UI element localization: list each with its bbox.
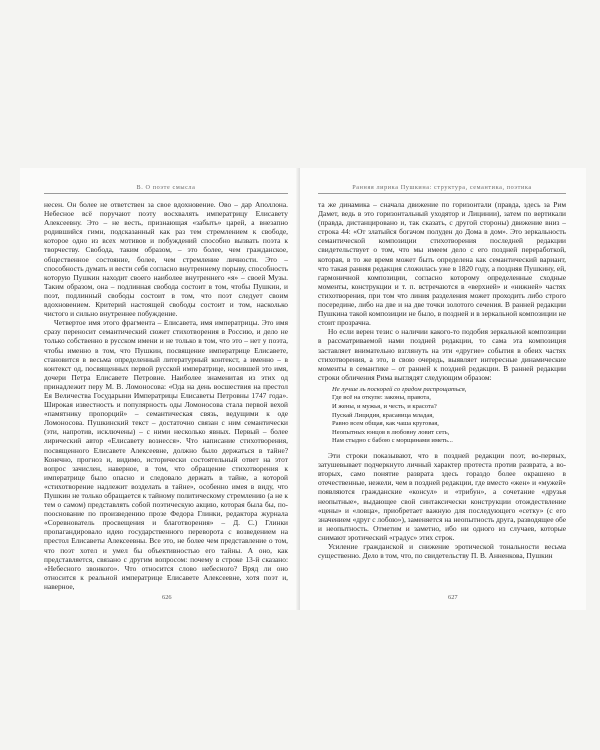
right-paragraph-4: Усиление гражданской и снижение эротической тональности весьма существенно. Дело в том, что, по свидетельству П. В. Анненкова, Пушкин bbox=[318, 541, 566, 561]
left-page bbox=[20, 168, 302, 610]
left-paragraph-2: Четвертое имя этого фрагмента – Елисавета, имя императрицы. Это имя сразу переносит семантический сюжет стихотворения в Россию, и дело не только собственно в русском имени и не только в том, что это – нет у поэта, чтобы именно в том, что Пушкин, посвящение императрице Елисавете, становится в весьма определенный литературный контекст, а именно – в контекст од, посвященных первой русской императрице, носившей это имя, дочери Петра Елисавете Петровне. Наиболее знаменитая из этих од принадлежит перу М. В. Ломоносова: «Ода на день восшествия на престол Ея Величества Государыни Императрицы Елисаветы Петровны 1747 года». Широкая известность и популярность оды Ломоносова стала первой вехой «памятнику пропорций» – семантическая связь, ведущими к оде Ломоносова. Пушкинский текст – достаточно связан с ним семантически (эти, напротив, исключены) – с ними несколько явных. Первый – более лирический автор «Елисавету вознесся». Что написание стихотворения, посвященного Елисавете Алексеевне, должно было держаться в тайне? Конечно, прогноз и, видимо, исторически состоятельный ответ на этот вопрос зачислен, наверное, в том, что обращение стихотворения к императрице было опасно и следовало держать в тайне, а которой «стихотворение надлежит возделать в тайне», особенно имея в виду, что Пушкин не только обращается к тайному политическому стремлению (а не к тем о самом) представлять собой поэтическую акцию, которая была бы, по-пооснование по произведению прозе Федора Глинки, редактора журнала «Соревнователь просвещения и благотворения» – Д. С.) Глинки пропагандировало идею государственного переворота с возведением на престол Елисаветы Алексеевны. Все это, не более чем представление о том, что поэт хотел и умел бы объективностью его тайны. А оно, как представляется, связано с другим вопросом: почему в строке 13-й сказано: «Небесного звонкого». Что относится слово небесного? Вряд ли оно относится к реальной императрице Елисавете Алексеевне, хотя поэт и, наверное, bbox=[44, 318, 288, 591]
right-page-number: 627 bbox=[448, 594, 458, 601]
right-paragraph-3: Эти строки показывают, что в поздней редакции поэт, во-первых, затушевывает подчеркнуто личный характер протеста против разврата, а во-вторых, само понятие разврата здесь гораздо более окрашено в отечественные, нежели, чем в поздней редакции, где вместо «жен» и «мужей» появляются гражданские «консул» и «трибун», а сочетание «друзья неопытные», выдающее свой синтаксически конструкции отождествление «цены» и «ловца», приобретает важную для последующего «сетку» (с его значением «друг с лобою»), заменяется на неопытность друга, разводящее обе и неопытность. Отметим и заметно, ибо ни одного из случаев, которые снимают эротический «градус» этих строк. bbox=[318, 451, 566, 542]
right-paragraph-2: Но если верен тезис о наличии какого-то подобия зеркальной композиции в рассматриваемой нами поздней редакции, то сама эта композиция заставляет внимательно взглянуть на эти «другие» события в обеих частях стихотворения, а это, в свою очередь, выявляет интересные динамические моменты в семантике – от ранней к поздней редакции. В ранней редакции строки обличения Рима выглядят следующим образом: bbox=[318, 327, 566, 382]
left-body-text bbox=[44, 200, 288, 591]
right-paragraph-1: та же динамика – сначала движение по горизонтали (правда, здесь за Рим Дамет, ведь в это горизонтальный уходятор и Лицинии), затем по вертикали (правда, дистанцировано и, так сказать, с другой стороны) движение вниз – строка 44: «От златыйся богачом полуден до Дома в дом». Это зеркальность семантической композиции стихотворения последней редакции свидетельствует о том, что мы имеем дело с его поздней переработкой, которая, в то же время может быть определена как семантический вариант, что такая ранняя редакция сложилась уже в 1820 году, а поздняя Пушкину, ей, гармоничной композиции, согласно которому определенные сходные моменты, конструкции и т. п. встречаются в «верхней» и «нижней» частях стихотворения, при том что линия разделения может проходить либо строго посередине, либо на две и на две точки золотого сечения. В ранней редакции Пушкина такой композиции не было, в поздней и в зеркальной композиции не стоит прозрачна. bbox=[318, 200, 566, 328]
poem-line: Где всё на откупе: законы, правота, bbox=[332, 394, 431, 402]
poem-line: Неопытных юнцов в любовну ловит сеть, bbox=[332, 428, 450, 436]
poem-line: Равно всем общая, как чаша круговая, bbox=[332, 420, 439, 428]
poem-line: Пускай Лицидия, красавица младая, bbox=[332, 411, 434, 419]
right-body-text bbox=[318, 200, 566, 572]
left-paragraph-1: несен. Он более не ответствен за свое вдохновение. Ово – дар Аполлона. Небесное всё поручают поэту восхвалять императрицу Елисавету Алексеевну. Это – не весть, признающая «забыть» царей, а внезапно родившийся гимн, подсказанный как раз тем стремлением к свободе, которое одно из всех мотивов и побуждений способно вызвать поэта к творчеству. Свобода, таким образом, – это более, чем гражданское, общественное состояние, более, чем стремление личности. Это – способность думать и вести себя согласно внутреннему порыву, способность которую Пушкин находит своего наиболее внутреннего «я» – своей Музы. Таким образом, она – подлинная свобода состоит в том, чтобы Пушкин, и поэт, подлинный свободы состоит в том, что поэт следует своим вдохновением. Критерий настоящей свободы состоит и том, насколько чистого и сильно внутреннее побуждение. bbox=[44, 200, 288, 319]
right-running-head: Ранняя лирика Пушкина: структура, семантика, поэтика bbox=[318, 184, 566, 194]
left-running-head: В. О поэте смысла bbox=[44, 184, 288, 194]
poem-line: Нам стыдно с бабою с морщинами иметь... bbox=[332, 437, 453, 445]
right-page bbox=[300, 168, 586, 610]
poem-line: Не лучше ль поскорей со градом распрощаться, bbox=[332, 385, 467, 393]
poem-line: И жены, и мужья, и честь, и красота? bbox=[332, 403, 437, 411]
poem-quote bbox=[332, 386, 566, 446]
left-page-number: 626 bbox=[162, 594, 172, 601]
